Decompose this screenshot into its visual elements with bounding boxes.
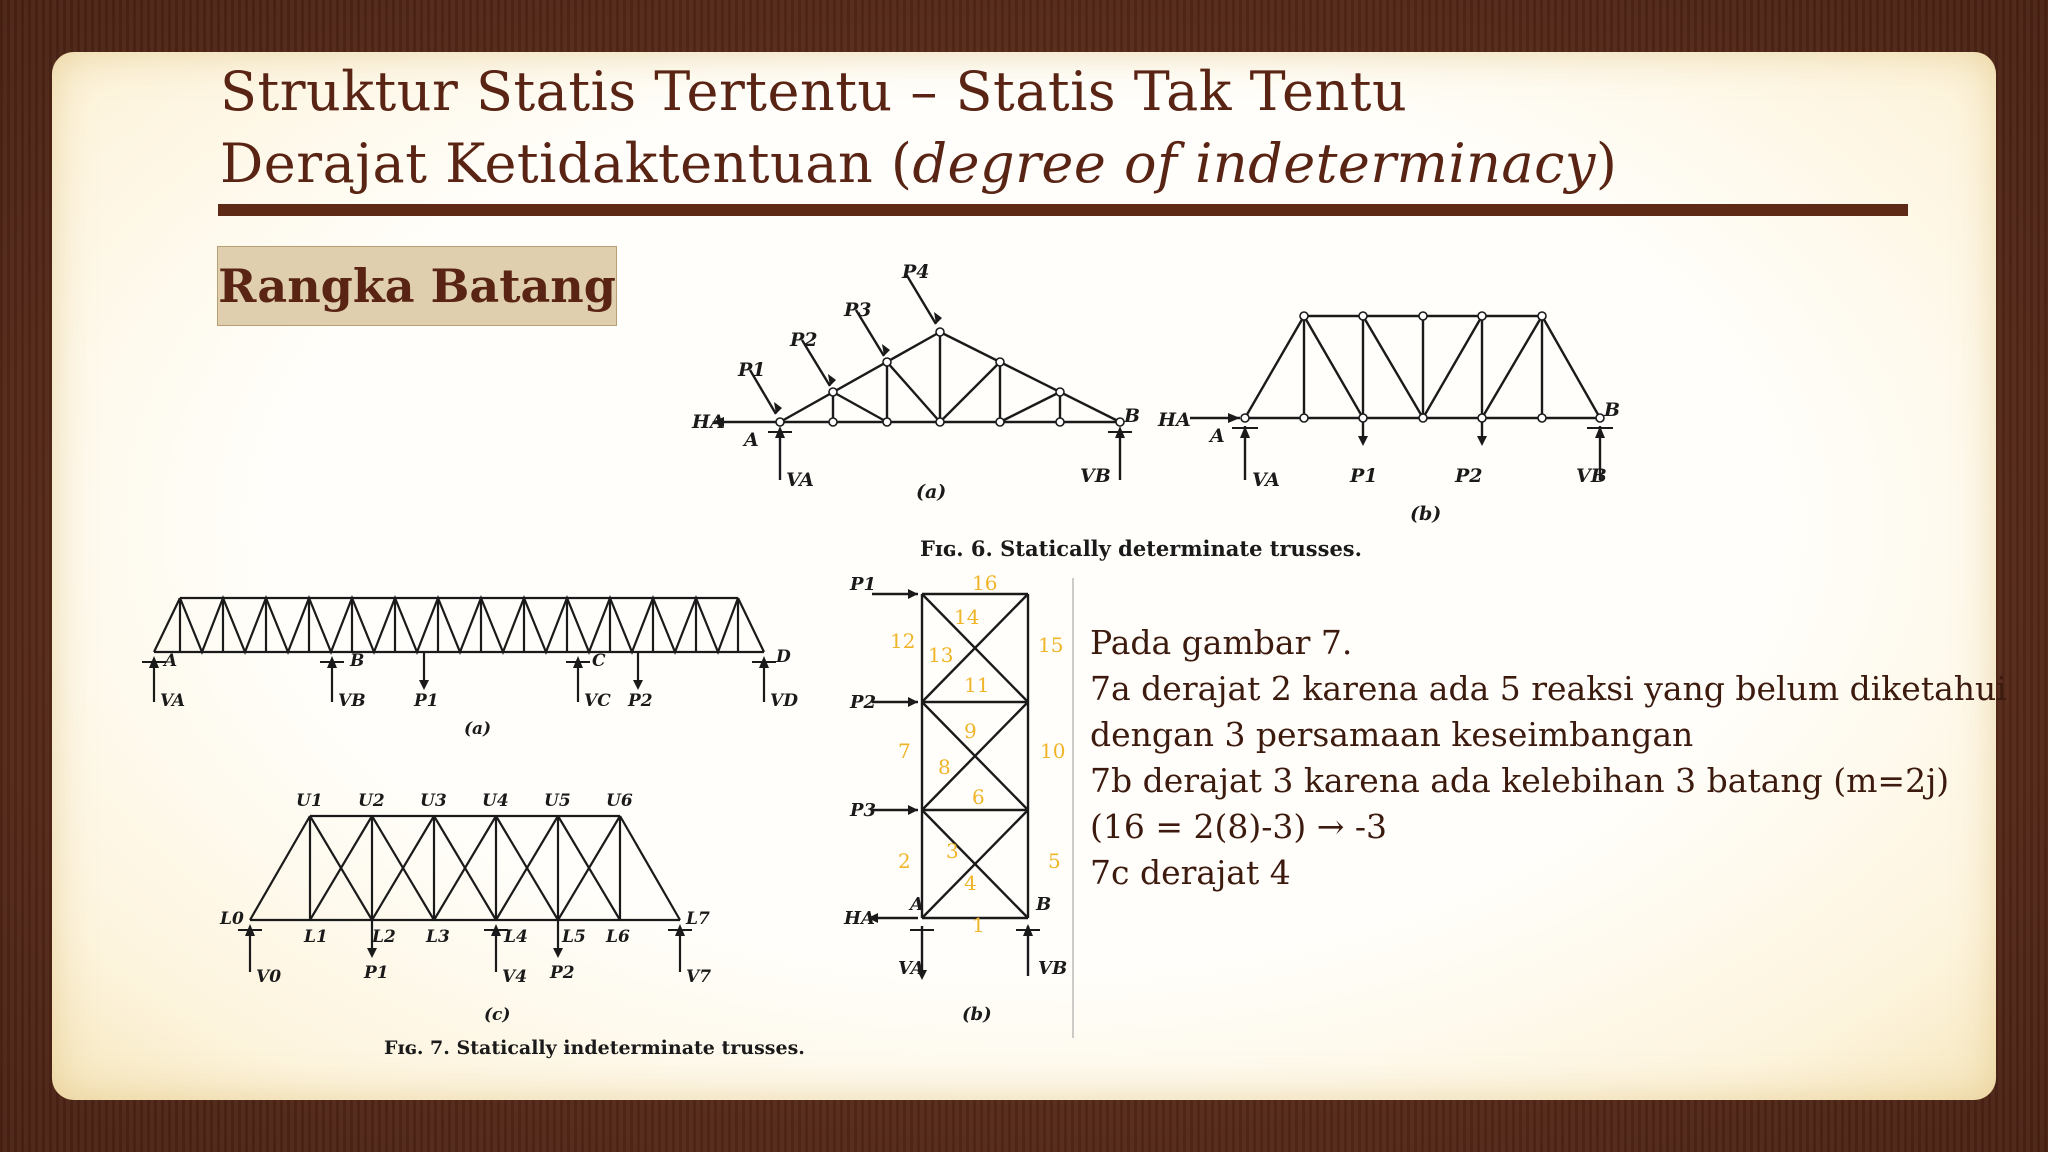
svg-text:VC: VC — [584, 691, 611, 711]
svg-text:(c): (c) — [484, 1005, 511, 1025]
svg-text:1: 1 — [972, 913, 985, 937]
svg-text:L7: L7 — [686, 909, 710, 929]
svg-text:VA: VA — [1252, 469, 1281, 491]
section-label — [217, 246, 617, 326]
svg-text:VA: VA — [898, 958, 925, 979]
svg-text:P2: P2 — [790, 329, 818, 351]
svg-text:V0: V0 — [256, 967, 282, 987]
description-line: dengan 3 persamaan keseimbangan — [1090, 715, 1694, 754]
svg-text:A: A — [910, 894, 924, 915]
title-line-2 — [220, 128, 1617, 200]
svg-text:(b): (b) — [962, 1004, 992, 1025]
svg-text:4: 4 — [964, 871, 977, 895]
svg-text:HA: HA — [844, 908, 875, 929]
svg-text:U3: U3 — [420, 791, 447, 811]
svg-text:U4: U4 — [482, 791, 509, 811]
svg-text:U1: U1 — [296, 791, 323, 811]
svg-text:A: A — [744, 429, 759, 451]
svg-text:VB: VB — [1080, 465, 1111, 487]
svg-text:P2: P2 — [850, 692, 877, 713]
svg-text:L6: L6 — [606, 927, 630, 947]
svg-text:V7: V7 — [686, 967, 712, 987]
svg-text:D: D — [776, 647, 791, 667]
svg-text:A: A — [164, 651, 178, 671]
svg-text:HA: HA — [1158, 409, 1191, 431]
svg-text:16: 16 — [972, 571, 998, 595]
svg-text:L2: L2 — [372, 927, 396, 947]
svg-text:U5: U5 — [544, 791, 571, 811]
svg-text:U6: U6 — [606, 791, 633, 811]
svg-text:10: 10 — [1040, 739, 1066, 763]
svg-text:L4: L4 — [504, 927, 528, 947]
svg-text:HA: HA — [692, 411, 725, 433]
svg-text:15: 15 — [1038, 633, 1064, 657]
svg-text:B: B — [1036, 894, 1052, 915]
svg-text:Fɪɢ. 6. Statically determinate: Fɪɢ. 6. Statically determinate trusses. — [920, 536, 1362, 561]
svg-text:3: 3 — [946, 839, 959, 863]
svg-text:P1: P1 — [738, 359, 766, 381]
svg-text:P3: P3 — [850, 800, 877, 821]
svg-text:L1: L1 — [304, 927, 328, 947]
svg-text:P2: P2 — [1455, 465, 1483, 487]
title-line-2-prefix: Derajat Ketidaktentuan ( — [220, 132, 913, 195]
description-line: 7b derajat 3 karena ada kelebihan 3 batang (m=2j) — [1090, 761, 1950, 800]
title-line-1: Struktur Statis Tertentu – Statis Tak Tentu — [220, 60, 1408, 123]
svg-text:11: 11 — [964, 673, 990, 697]
svg-text:V4: V4 — [502, 967, 528, 987]
svg-text:12: 12 — [890, 629, 916, 653]
svg-text:VA: VA — [160, 691, 186, 711]
svg-text:P1: P1 — [364, 963, 389, 983]
svg-text:6: 6 — [972, 785, 985, 809]
svg-text:B: B — [1124, 405, 1141, 427]
description-line: 7a derajat 2 karena ada 5 reaksi yang belum diketahui — [1090, 669, 2007, 708]
title-line-2-suffix: ) — [1595, 132, 1618, 195]
svg-text:P1: P1 — [850, 574, 877, 595]
svg-text:L5: L5 — [562, 927, 586, 947]
svg-text:(b): (b) — [1410, 503, 1442, 525]
svg-text:U2: U2 — [358, 791, 385, 811]
description-text — [1090, 620, 2007, 896]
svg-text:8: 8 — [938, 755, 951, 779]
svg-text:5: 5 — [1048, 849, 1061, 873]
svg-text:2: 2 — [898, 849, 911, 873]
svg-text:P1: P1 — [1350, 465, 1378, 487]
svg-text:L3: L3 — [426, 927, 450, 947]
svg-text:(a): (a) — [464, 719, 492, 739]
svg-text:14: 14 — [954, 605, 980, 629]
svg-text:P4: P4 — [902, 261, 930, 283]
svg-text:VD: VD — [770, 691, 798, 711]
svg-text:B: B — [1604, 399, 1621, 421]
title-rule — [218, 204, 1908, 216]
svg-text:VA: VA — [786, 469, 815, 491]
svg-text:C: C — [592, 651, 606, 671]
svg-text:7: 7 — [898, 739, 911, 763]
svg-text:VB: VB — [1576, 465, 1607, 487]
svg-text:P1: P1 — [414, 691, 439, 711]
description-line: Pada gambar 7. — [1090, 623, 1353, 662]
svg-text:P2: P2 — [628, 691, 653, 711]
svg-text:A: A — [1210, 425, 1225, 447]
svg-text:P2: P2 — [550, 963, 575, 983]
fig6-diagram — [680, 250, 1660, 570]
section-label-text: Rangka Batang — [218, 259, 616, 313]
svg-text:P3: P3 — [844, 299, 872, 321]
svg-text:9: 9 — [964, 719, 977, 743]
svg-text:VB: VB — [1038, 958, 1068, 979]
svg-text:Fɪɢ. 7. Statically indetermina: Fɪɢ. 7. Statically indeterminate trusses. — [384, 1037, 805, 1059]
svg-text:B: B — [350, 651, 365, 671]
description-line: 7c derajat 4 — [1090, 853, 1291, 892]
svg-text:(a): (a) — [916, 481, 947, 503]
description-line: (16 = 2(8)-3) → -3 — [1090, 807, 1388, 846]
svg-text:VB: VB — [338, 691, 366, 711]
svg-text:13: 13 — [928, 643, 954, 667]
title-line-2-italic: degree of indeterminacy — [912, 132, 1596, 195]
svg-text:L0: L0 — [220, 909, 244, 929]
slide-title — [220, 56, 1617, 200]
fig7b-diagram — [840, 568, 1080, 1038]
